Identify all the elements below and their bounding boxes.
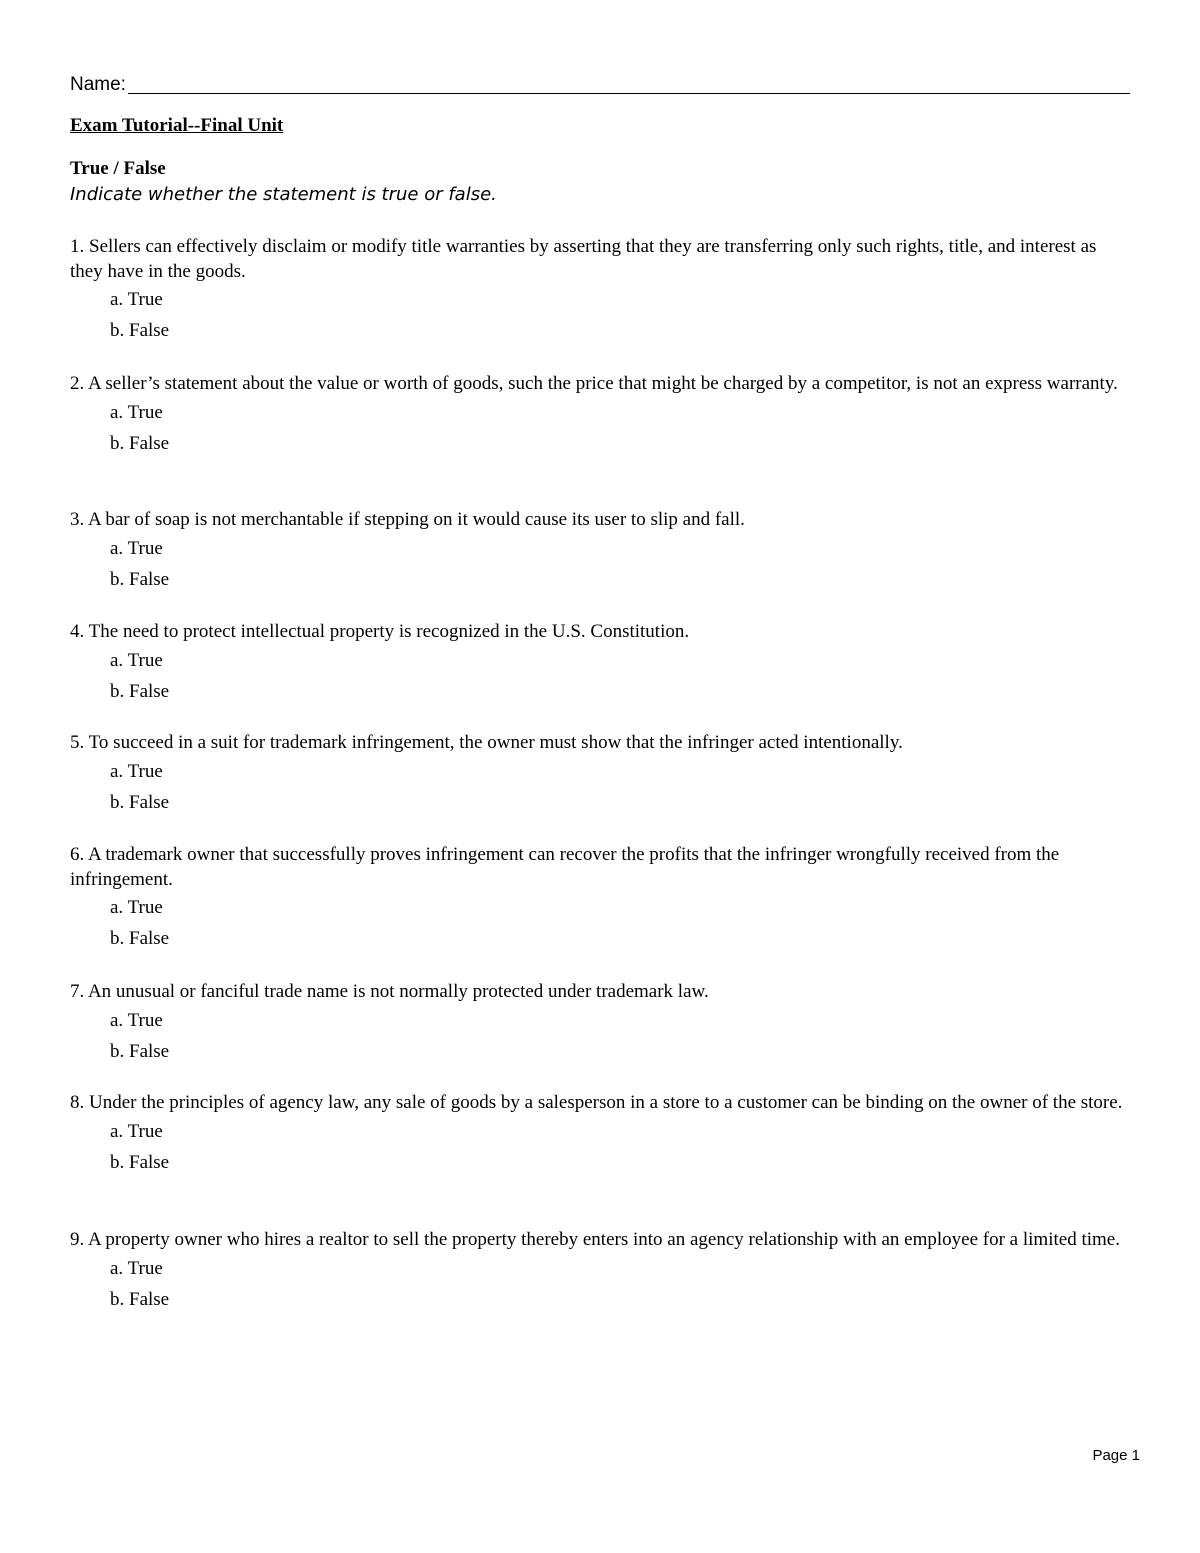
page-number: Page 1 (1092, 1447, 1140, 1464)
question-2 (70, 372, 1130, 456)
question-text: 1. Sellers can effectively disclaim or modify title warranties by asserting that they are transferring only such rights, title, and interest as they have in the goods. (70, 236, 1097, 282)
question-text: 6. A trademark owner that successfully proves infringement can recover the profits that the infringer wrongfully received from the infringement. (70, 844, 1060, 890)
question-text: 5. To succeed in a suit for trademark infringement, the owner must show that the infringer acted intentionally. (70, 732, 903, 753)
option-true: a. True (110, 1257, 163, 1279)
option-true: a. True (110, 897, 163, 918)
name-label: Name: (70, 74, 126, 95)
option-false: b. False (110, 680, 170, 702)
option-false: b. False (110, 1040, 170, 1062)
option-true: a. True (110, 289, 163, 310)
question-3 (70, 508, 1130, 592)
option-true: a. True (110, 1009, 163, 1031)
option-false: b. False (110, 432, 170, 454)
option-true: a. True (110, 401, 163, 423)
question-6 (70, 843, 1130, 951)
question-text: 8. Under the principles of agency law, any sale of goods by a salesperson in a store to a customer can be binding on the owner of the store. (70, 1092, 1123, 1113)
question-1 (70, 235, 1130, 343)
question-9 (70, 1228, 1130, 1312)
exam-title: Exam Tutorial--Final Unit (70, 115, 284, 136)
question-text: 3. A bar of soap is not merchantable if stepping on it would cause its user to slip and fall. (70, 509, 745, 530)
question-5 (70, 731, 1130, 815)
option-false: b. False (110, 1288, 170, 1310)
question-8 (70, 1091, 1130, 1175)
option-false: b. False (110, 320, 170, 341)
option-false: b. False (110, 568, 170, 590)
question-4 (70, 620, 1130, 704)
name-row (70, 70, 1130, 96)
option-false: b. False (110, 791, 170, 813)
question-text: 4. The need to protect intellectual property is recognized in the U.S. Constitution. (70, 621, 690, 642)
question-text: 9. A property owner who hires a realtor to sell the property thereby enters into an agency relationship with an employee for a limited time. (70, 1229, 1120, 1250)
option-true: a. True (110, 760, 163, 782)
question-text: 2. A seller’s statement about the value or worth of goods, such the price that might be charged by a competitor, is not an express warranty. (70, 373, 1118, 394)
option-true: a. True (110, 649, 163, 671)
option-false: b. False (110, 1151, 170, 1173)
option-true: a. True (110, 1120, 163, 1142)
option-false: b. False (110, 928, 170, 949)
name-blank-line (128, 73, 1130, 94)
question-text: 7. An unusual or fanciful trade name is not normally protected under trademark law. (70, 981, 709, 1002)
section-title: True / False (70, 158, 166, 179)
question-7 (70, 980, 1130, 1064)
option-true: a. True (110, 537, 163, 559)
section-instructions: Indicate whether the statement is true or false. (70, 184, 497, 205)
